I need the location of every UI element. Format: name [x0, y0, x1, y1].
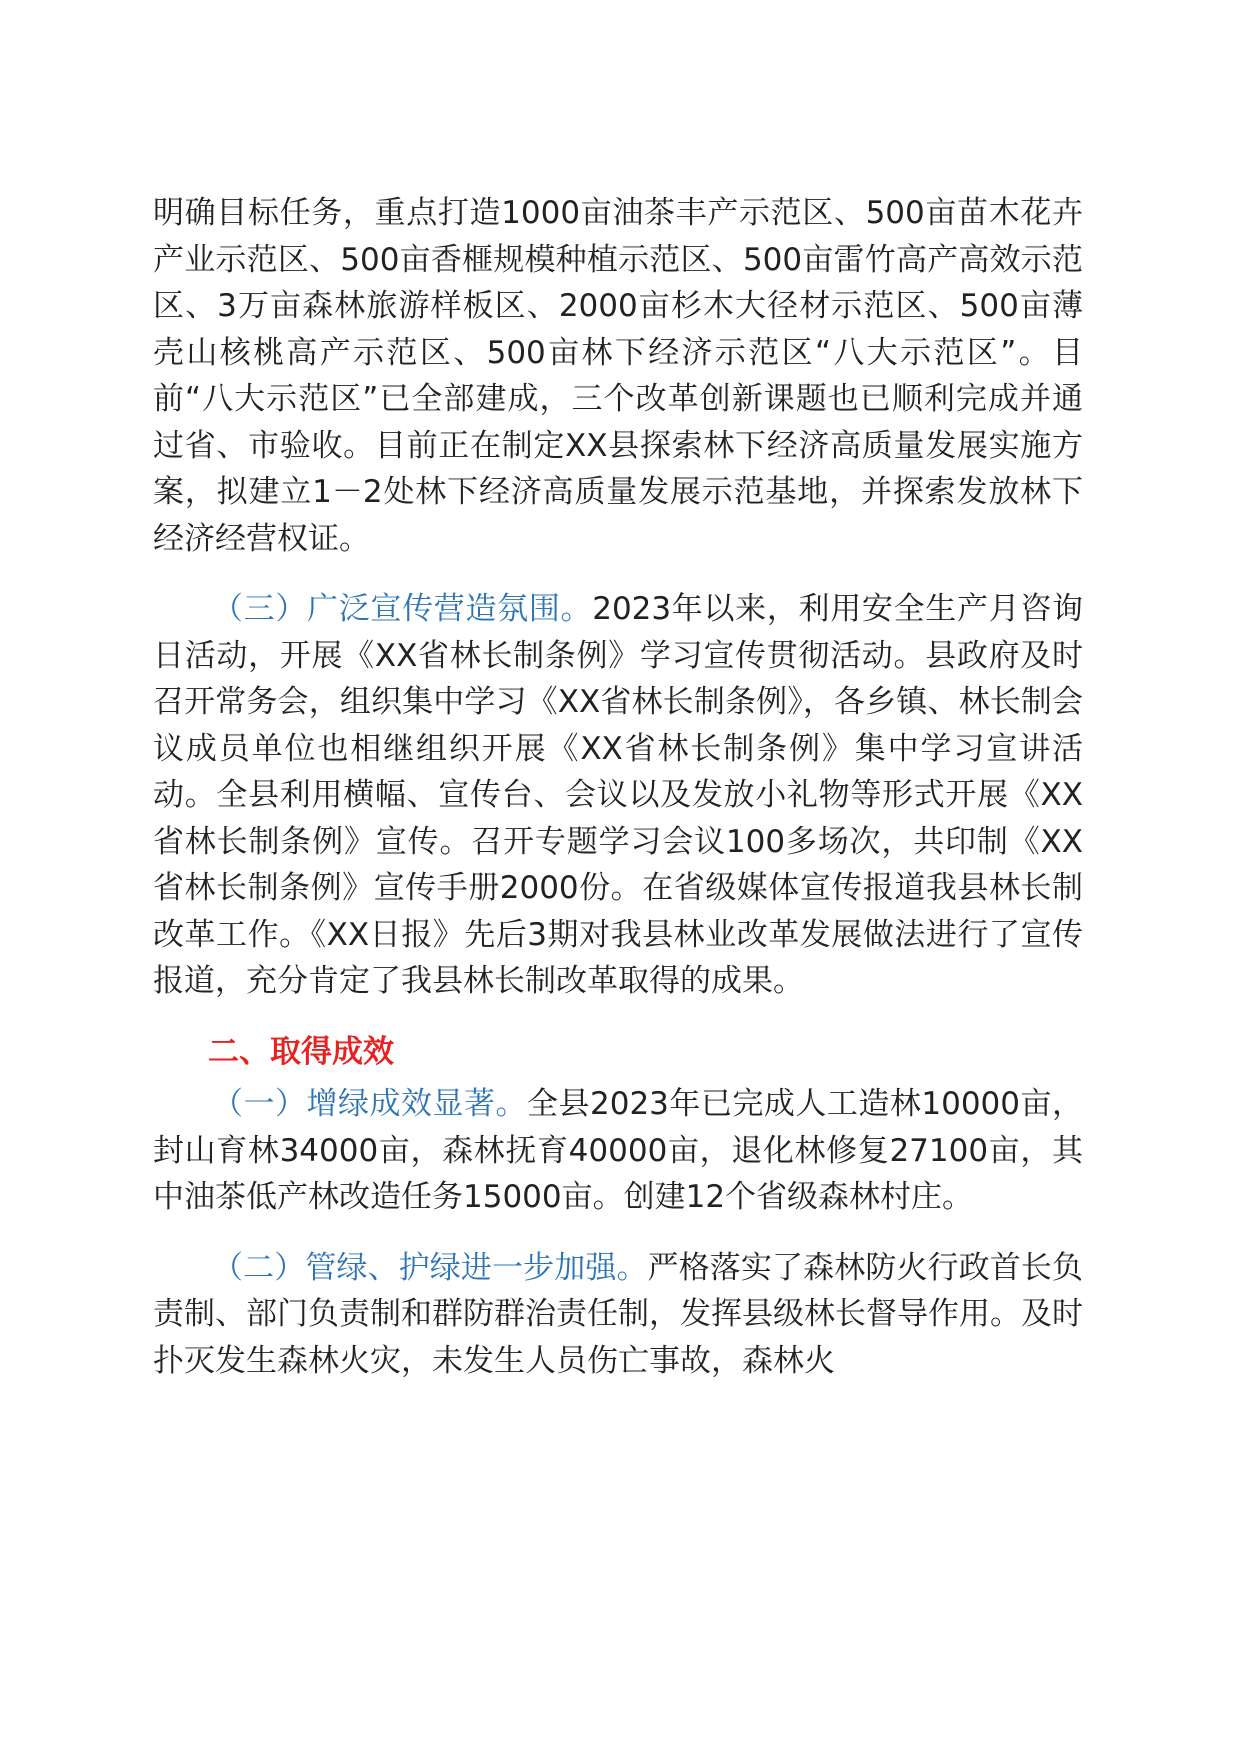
paragraph-greening-results [153, 1081, 1083, 1221]
paragraph-text: 2023年以来，利用安全生产月咨询日活动，开展《XX省林长制条例》学习宣传贯彻活动。县政府及时召开常务会，组织集中学习《XX省林长制条例》，各乡镇、林长制会议成员单位也相继组织开展《XX省林长制条例》集中学习宣讲活动。全县利用横幅、宣传台、会议以及发放小礼物等形式开展《XX省林长制条例》宣传。召开专题学习会议100多场次，共印制《XX省林长制条例》宣传手册2000份。在省级媒体宣传报道我县林长制改革工作。《XX日报》先后3期对我县林业改革发展做法进行了宣传报道，充分肯定了我县林长制改革取得的成果。 [153, 591, 1083, 999]
paragraph-lead-heading: （一）增绿成效显著。 [212, 1086, 527, 1122]
paragraph-lead-heading: （二）管绿、护绿进一步加强。 [212, 1249, 648, 1286]
document-page [153, 190, 1083, 1384]
paragraph-text: 全县2023年已完成人工造林10000亩，封山育林34000亩，森林抚育40000亩，退化林修复27100亩，其中油茶低产林改造任务15000亩。创建12个省级森林村庄。 [153, 1086, 1083, 1215]
paragraph-lead-heading: （三）广泛宣传营造氛围。 [212, 591, 593, 627]
paragraph-demonstration-zones [153, 190, 1083, 562]
paragraph-text: 严格落实了森林防火行政首长负责制、部门负责制和群防群治责任制，发挥县级林长督导作用。及时扑灭发生森林火灾，未发生人员伤亡事故，森林火 [153, 1249, 1084, 1379]
paragraph-forest-protection [153, 1245, 1083, 1385]
section-heading-achievements: 二、取得成效 [208, 1033, 394, 1070]
paragraph-publicity [153, 586, 1083, 1005]
paragraph-text: 明确目标任务，重点打造1000亩油茶丰产示范区、500亩苗木花卉产业示范区、500亩香榧规模种植示范区、500亩雷竹高产高效示范区、3万亩森林旅游样板区、2000亩杉木大径材示范区、500亩薄壳山核桃高产示范区、500亩林下经济示范区“八大示范区”。目前“八大示范区”已全部建成，三个改革创新课题也已顺利完成并通过省、市验收。目前正在制定XX县探索林下经济高质量发展实施方案，拟建立1－2处林下经济高质量发展示范基地，并探索发放林下经济经营权证。 [153, 195, 1083, 557]
